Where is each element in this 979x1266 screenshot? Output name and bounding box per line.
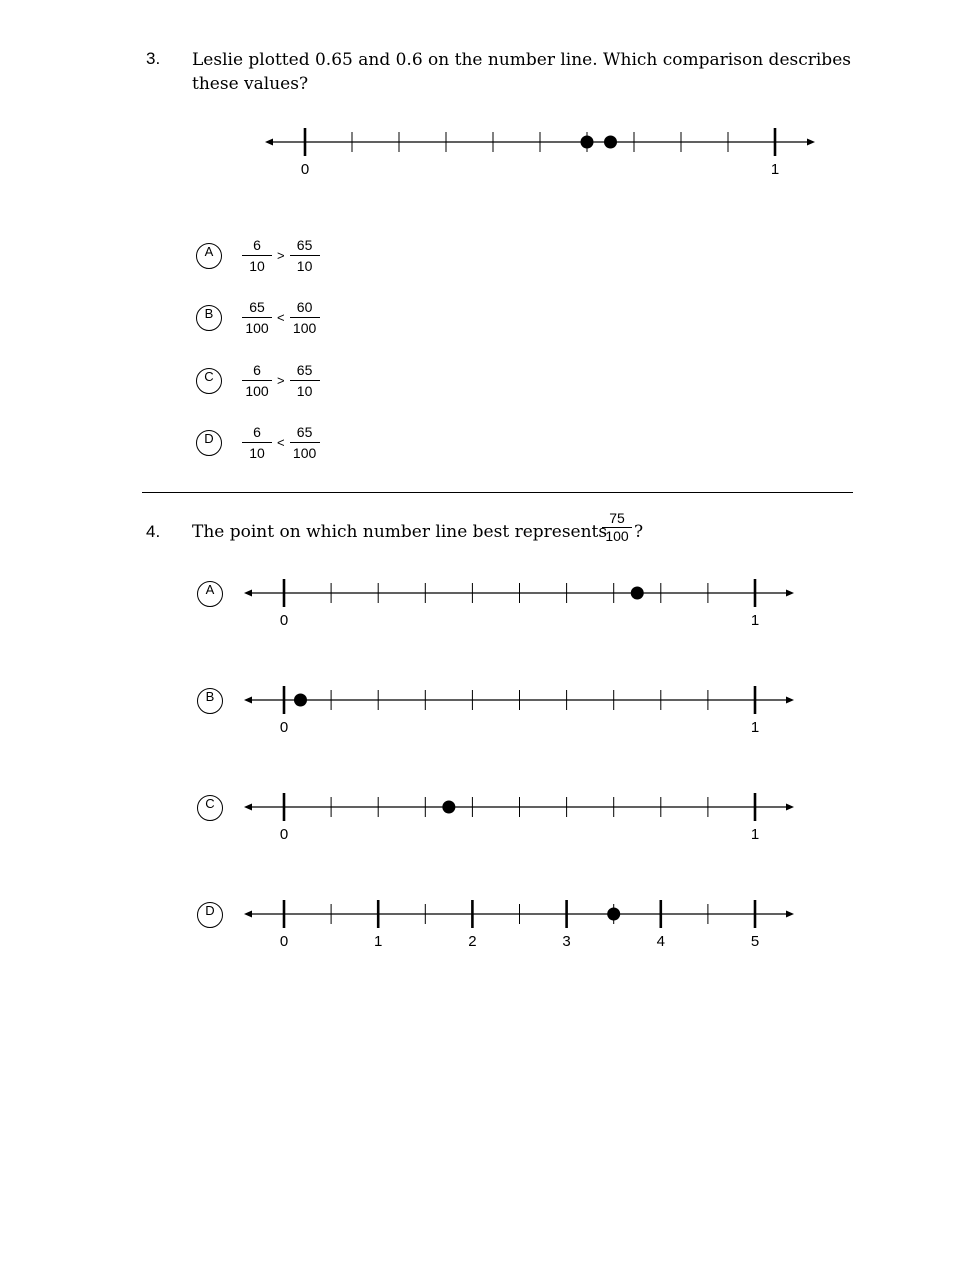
right-arrow-icon	[786, 590, 794, 597]
comparison-operator: <	[277, 310, 285, 325]
choice-bubble[interactable]: C	[196, 368, 222, 394]
right-numerator: 65	[296, 424, 313, 440]
tick-label: 0	[279, 933, 289, 950]
right-arrow-icon	[786, 804, 794, 811]
left-fraction	[242, 424, 272, 461]
right-numerator: 65	[296, 237, 313, 253]
right-arrow-icon	[807, 139, 815, 146]
left-denominator: 100	[245, 320, 269, 336]
question-3-number-line	[250, 120, 830, 182]
left-fraction	[242, 237, 272, 274]
question-4-fraction	[602, 510, 632, 544]
left-arrow-icon	[244, 911, 252, 918]
choice-bubble-d[interactable]: D	[197, 902, 223, 928]
left-denominator: 10	[249, 445, 265, 461]
tick-label: 5	[750, 933, 760, 950]
left-denominator: 100	[245, 383, 269, 399]
choice-a-number-line[interactable]	[240, 571, 800, 633]
section-divider	[142, 492, 853, 493]
choice-b-number-line[interactable]	[240, 678, 800, 740]
right-denominator: 100	[292, 445, 317, 461]
tick-label: 0	[300, 161, 310, 178]
choice-d-number-line[interactable]	[240, 892, 800, 954]
question-3-number: 3.	[146, 49, 161, 68]
right-fraction	[290, 362, 320, 399]
fraction-bar	[290, 317, 320, 318]
tick-label: 0	[279, 612, 289, 629]
left-arrow-icon	[244, 697, 252, 704]
choice-c[interactable]	[196, 362, 320, 399]
plotted-point	[442, 801, 455, 814]
plotted-point	[604, 136, 617, 149]
left-arrow-icon	[244, 590, 252, 597]
right-numerator: 60	[296, 299, 313, 315]
choice-bubble[interactable]: B	[196, 305, 222, 331]
tick-label: 3	[562, 933, 571, 950]
tick-label: 0	[279, 826, 289, 843]
right-arrow-icon	[786, 911, 794, 918]
left-numerator: 65	[249, 299, 265, 315]
plotted-point	[631, 587, 644, 600]
right-fraction	[290, 299, 320, 336]
question-4-number: 4.	[146, 522, 161, 541]
comparison-operator: >	[277, 248, 285, 263]
choice-c-number-line[interactable]	[240, 785, 800, 847]
choice-a[interactable]	[196, 237, 320, 274]
comparison-operator: >	[277, 373, 285, 388]
left-numerator: 6	[253, 362, 261, 378]
question-4-suffix: ?	[634, 522, 644, 542]
right-fraction	[290, 237, 320, 274]
question-3-text-line1: Leslie plotted 0.65 and 0.6 on the number line. Which comparison describes	[192, 50, 851, 70]
tick-label: 0	[279, 719, 289, 736]
fraction-bar	[242, 442, 272, 443]
tick-label: 4	[656, 933, 665, 950]
right-fraction	[290, 424, 320, 461]
left-numerator: 6	[253, 237, 261, 253]
fraction-numerator: 75	[609, 510, 625, 526]
tick-label: 1	[374, 933, 383, 950]
question-4-text: The point on which number line best represents	[192, 522, 608, 542]
fraction-denominator: 100	[605, 528, 629, 544]
tick-label: 1	[750, 826, 760, 843]
choice-bubble-c[interactable]: C	[197, 795, 223, 821]
fraction-bar	[290, 380, 320, 381]
fraction-bar	[242, 255, 272, 256]
right-denominator: 100	[292, 320, 317, 336]
choice-bubble-b[interactable]: B	[197, 688, 223, 714]
fraction-bar	[290, 255, 320, 256]
left-fraction	[242, 299, 272, 336]
right-denominator: 10	[296, 383, 313, 399]
plotted-point	[294, 694, 307, 707]
tick-label: 1	[750, 612, 760, 629]
comparison-operator: <	[277, 435, 285, 450]
question-3-text-line2: these values?	[192, 74, 309, 94]
tick-label: 1	[750, 719, 760, 736]
fraction-bar	[242, 380, 272, 381]
fraction-bar	[242, 317, 272, 318]
fraction-bar	[290, 442, 320, 443]
choice-d[interactable]	[196, 424, 320, 461]
choice-bubble[interactable]: A	[196, 243, 222, 269]
left-denominator: 10	[249, 258, 265, 274]
left-numerator: 6	[253, 424, 261, 440]
tick-label: 2	[468, 933, 477, 950]
right-arrow-icon	[786, 697, 794, 704]
left-arrow-icon	[244, 804, 252, 811]
choice-bubble[interactable]: D	[196, 430, 222, 456]
choice-bubble-a[interactable]: A	[197, 581, 223, 607]
left-fraction	[242, 362, 272, 399]
right-denominator: 10	[296, 258, 313, 274]
tick-label: 1	[770, 161, 780, 178]
left-arrow-icon	[265, 139, 273, 146]
plotted-point	[607, 908, 620, 921]
plotted-point	[581, 136, 594, 149]
right-numerator: 65	[296, 362, 313, 378]
choice-b[interactable]	[196, 299, 320, 336]
